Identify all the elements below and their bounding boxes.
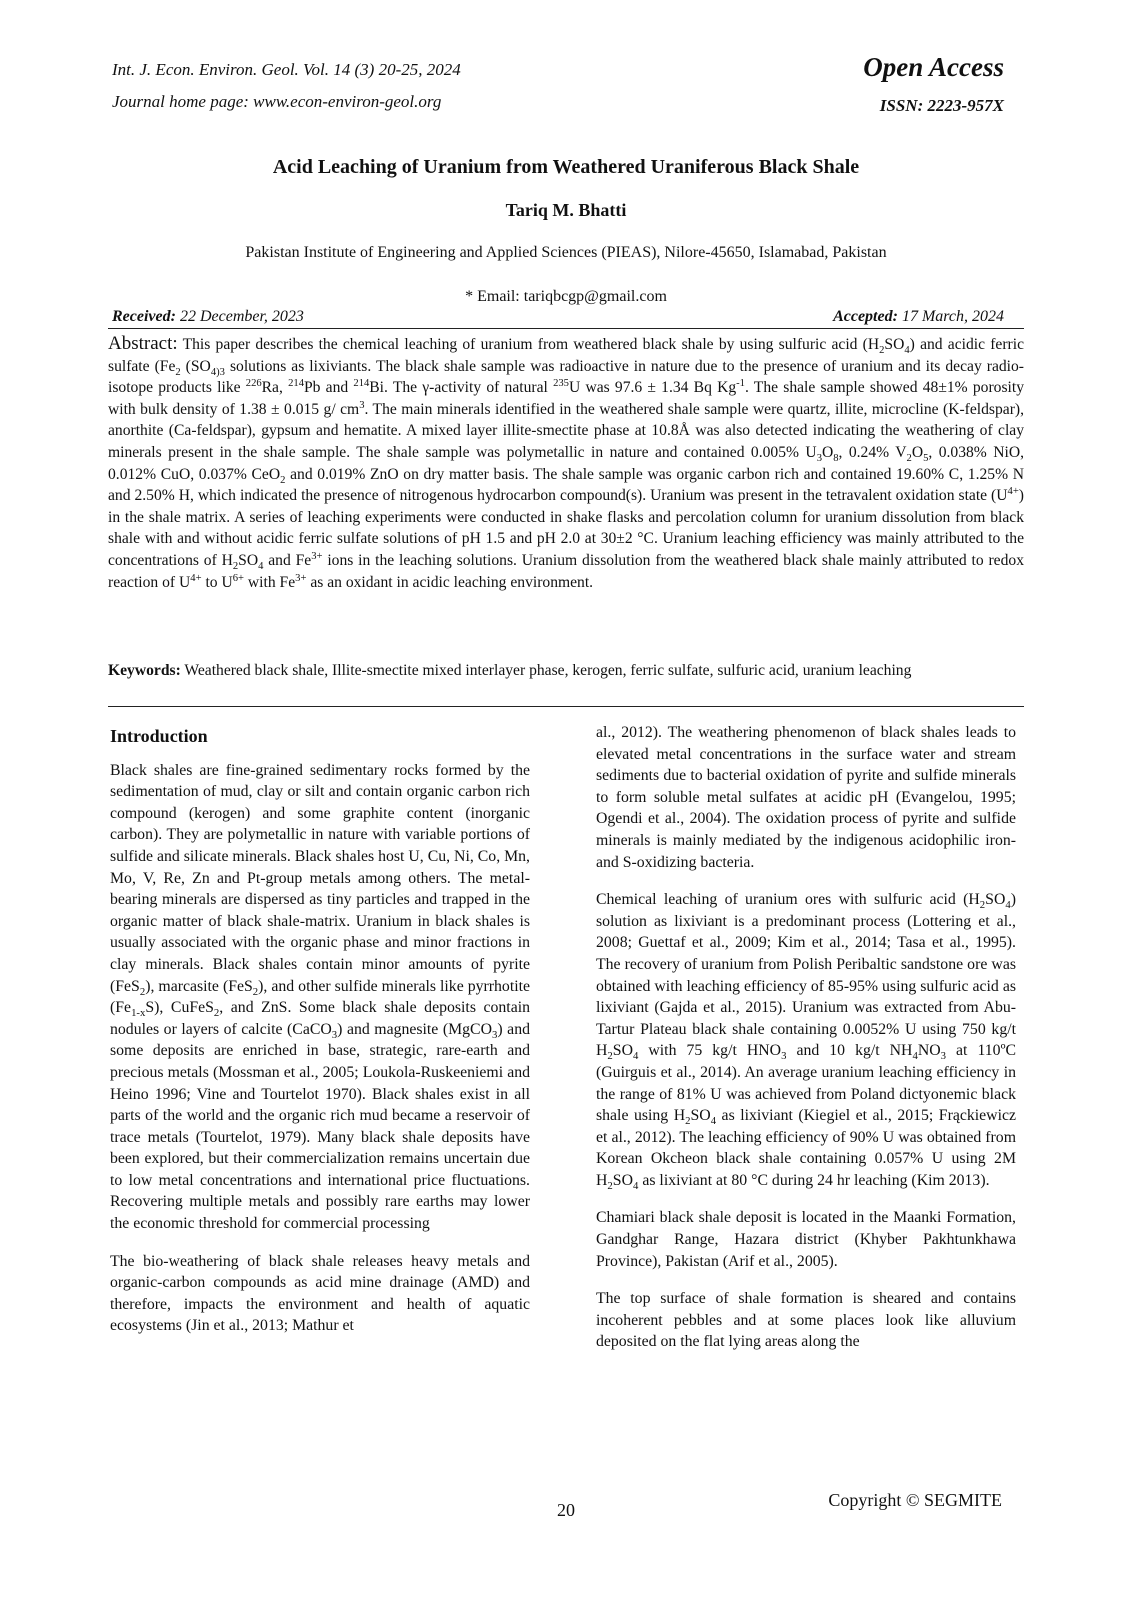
accepted-label: Accepted: (833, 308, 898, 325)
copyright-notice: Copyright © SEGMITE (828, 1490, 1002, 1510)
article-author: Tariq M. Bhatti (505, 200, 627, 220)
open-access-label: Open Access (863, 52, 1004, 82)
intro-paragraph-4: Chemical leaching of uranium ores with sulfuric acid $(H_2SO_4)$ solution as lixiviant is a predominant process (Lottering et al., 2008; Guettaf et al., 2009; Kim et al., 2014; Tasa et al., 1995). The recovery of uranium from Polish Peribaltic sandstone ore was obtained with leaching efficiency of 85-95% using sulfuric acid as lixiviant (Gajda et al., 2015). Uranium was extracted from Abu-Tartur Plateau black shale containing 0.0052% U using 750 kg/t $H_2SO_4$ with 75 kg/t $HNO_3$ and 10 kg/t $NH_4NO_3$ at 110ºC (Guirguis et al., 2014). An average uranium leaching efficiency in the range of 81% U was achieved from Poland dictyonemic black shale using $H_2SO_4$ as lixiviant (Kiegiel et al., 2015; Frąckiewicz et al., 2012). The leaching efficiency of 90% U was obtained from Korean Okcheon black shale containing 0.057% U using 2M $H_2SO_4$ as lixiviant at 80 °C during 24 hr leaching (Kim 2013). (596, 891, 1016, 1193)
accepted-value: 17 March, 2024 (897, 308, 1004, 325)
issn-label: ISSN: 2223-957X (879, 96, 1004, 115)
intro-heading: Introduction (110, 726, 208, 746)
intro-paragraph-3: al., 2012). The weathering phenomenon of black shales leads to elevated metal concentrations in the surface water and stream sediments due to bacterial oxidation of pyrite and sulfide minerals to form soluble metal sulfates at acidic pH (Evangelou, 1995; Ogendi et al., 2004). The oxidation process of pyrite and sulfide minerals is mainly mediated by the indigenous acidophilic iron- and S-oxidizing bacteria. (596, 724, 1016, 871)
abstract-label: Abstract: (108, 333, 178, 354)
journal-homepage: Journal home page: www.econ-environ-geol.org (112, 92, 442, 111)
received-label: Received: (112, 308, 176, 325)
author-affiliation: Pakistan Institute of Engineering and Applied Sciences (PIEAS), Nilore-45650, Islamabad, Pakistan (245, 244, 887, 261)
intro-paragraph-6: The top surface of shale formation is sheared and contains incoherent pebbles and at some places look like alluvium deposited on the flat lying areas along the (596, 1290, 1016, 1351)
abstract: Abstract: This paper describes the chemical leaching of uranium from weathered black shale by using sulfuric acid $(H_2SO_4)$ and acidic ferric sulfate ($Fe_2$ ($SO_{4)3}$ solutions as lixiviants. The black shale sample was radioactive in nature due to the presence of uranium and its decay radio-isotope products like $^{226}$Ra, $^{214}$Pb and $^{214}$Bi. The γ-activity of natural $^{235}$U was 97.6 ± 1.34 Bq $Kg^{-1}$. The shale sample showed 48±1% porosity with bulk density of 1.38 ± 0.015 g/ $cm^3$. The main minerals identified in the weathered shale sample were quartz, illite, microcline (K-feldspar), anorthite (Ca-feldspar), gypsum and hematite. A mixed layer illite-smectite phase at 10.8Å was also detected indicating the weathering of clay minerals present in the shale sample. The shale sample was polymetallic in nature and contained 0.005% $U_3O_8$, 0.24% $V_2O_5$, 0.038% NiO, 0.012% CuO, 0.037% CeO$_2$ and 0.019% ZnO on dry matter basis. The shale sample was organic carbon rich and contained 19.60% C, 1.25% N and 2.50% H, which indicated the presence of nitrogenous hydrocarbon compound(s). Uranium was present in the tetravalent oxidation state $(U^{4+})$ in the shale matrix. A series of leaching experiments were conducted in shake flasks and percolation column for uranium dissolution from black shale with and without acidic ferric sulfate solutions of pH 1.5 and pH 2.0 at 30±2 °C. Uranium leaching efficiency was mainly attributed to the concentrations of $H_2SO_4$ and $Fe^{3+}$ ions in the leaching solutions. Uranium dissolution from the weathered black shale mainly attributed to redox reaction of $U^{4+}$ to $U^{6+}$ with $Fe^{3+}$ as an oxidant in acidic leaching environment. (108, 333, 1024, 591)
article-title: Acid Leaching of Uranium from Weathered Uraniferous Black Shale (272, 156, 860, 178)
author-email: * Email: tariqbcgp@gmail.com (465, 288, 667, 305)
keywords-text: Weathered black shale, Illite-smectite mixed interlayer phase, kerogen, ferric sulfate, sulfuric acid, uranium leaching (180, 662, 912, 679)
column-left (110, 726, 530, 1353)
journal-reference: Int. J. Econ. Environ. Geol. Vol. 14 (3) 20-25, 2024 (112, 60, 461, 79)
page-number: 20 (557, 1500, 575, 1520)
keywords (108, 660, 1024, 682)
intro-paragraph-2: The bio-weathering of black shale releases heavy metals and organic-carbon compounds as acid mine drainage (AMD) and therefore, impacts the environment and health of aquatic ecosystems (Jin et al., 2013; Mathur et (110, 1252, 530, 1335)
keywords-label: Keywords: (108, 662, 181, 679)
accepted-date (833, 308, 1004, 326)
column-right (596, 722, 1016, 1369)
divider-bottom (108, 706, 1024, 707)
intro-paragraph-5: Chamiari black shale deposit is located in the Maanki Formation, Gandghar Range, Hazara district (Khyber Pakhtunkhawa Province), Pakistan (Arif et al., 2005). (596, 1209, 1016, 1270)
received-date (112, 308, 304, 326)
received-value: 22 December, 2023 (175, 308, 304, 325)
divider-top (108, 328, 1024, 329)
intro-paragraph-1: Black shales are fine-grained sedimentary rocks formed by the sedimentation of mud, clay or silt and contain organic carbon rich compound (kerogen) and some graphite content (inorganic carbon). They are polymetallic in nature with variable portions of sulfide and silicate minerals. Black shales host U, Cu, Ni, Co, Mn, Mo, V, Re, Zn and Pt-group metals among others. The metal-bearing minerals are dispersed as tiny particles and trapped in the organic matter of black shale-matrix. Uranium in black shales is usually associated with the organic phase and minor fractions in clay minerals. Black shales contain minor amounts of pyrite (FeS$_2$), marcasite (FeS$_2$), and other sulfide minerals like pyrrhotite $(Fe_{1-x}S)$, CuFeS$_2$, and ZnS. Some black shale deposits contain nodules or layers of calcite (CaCO$_3$) and magnesite (MgCO$_3$) and some deposits are enriched in base, strategic, rare-earth and precious metals (Mossman et al., 2005; Loukola-Ruskeeniemi and Heino 1996; Vine and Tourtelot 1970). Black shales exist in all parts of the world and the organic rich mud became a reservoir of trace metals (Tourtelot, 1979). Many black shale deposits have been explored, but their commercialization remains uncertain due to low metal concentrations and international price fluctuations. Recovering multiple metals and possibly rare earths may lower the economic threshold for commercial processing (110, 761, 530, 1233)
